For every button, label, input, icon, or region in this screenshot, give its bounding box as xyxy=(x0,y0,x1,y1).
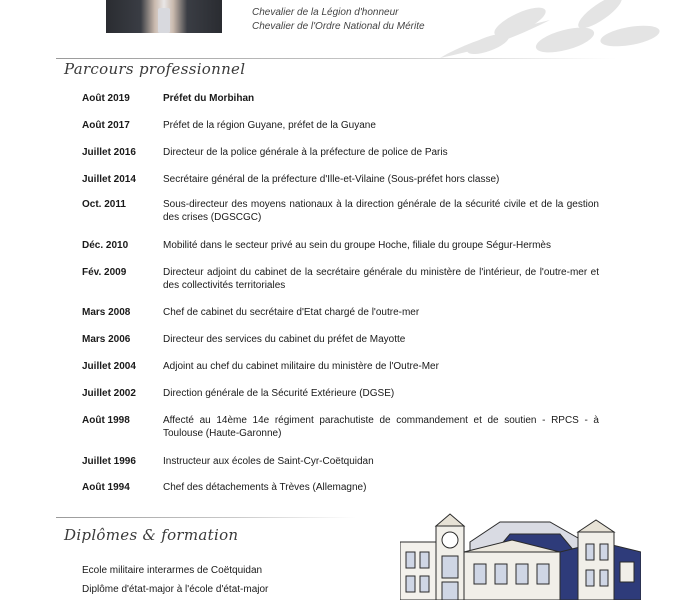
career-desc: Sous-directeur des moyens nationaux à la direction générale de la sécurité civile et de la gestion des crises (DGSCGC) xyxy=(163,199,599,223)
career-desc: Affecté au 14ème 14e régiment parachutiste de commandement et de soutien - RPCS - à Toulouse (Haute-Garonne) xyxy=(163,415,599,439)
career-date: Juillet 2014 xyxy=(82,174,136,185)
section-divider xyxy=(56,58,616,59)
portrait-photo xyxy=(106,0,222,33)
career-date: Août 1994 xyxy=(82,482,130,493)
career-date: Août 1998 xyxy=(82,415,130,426)
career-date: Juillet 2004 xyxy=(82,361,136,372)
career-desc: Chef de cabinet du secrétaire d'Etat chargé de l'outre-mer xyxy=(163,307,420,318)
career-desc: Instructeur aux écoles de Saint-Cyr-Coëtquidan xyxy=(163,456,374,467)
olive-branch-watermark-icon xyxy=(400,0,680,60)
career-desc: Secrétaire général de la préfecture d'Ille-et-Vilaine (Sous-préfet hors classe) xyxy=(163,174,500,185)
education-title: Diplômes & formation xyxy=(64,526,239,544)
career-date: Juillet 2016 xyxy=(82,147,136,158)
career-date: Déc. 2010 xyxy=(82,240,129,251)
career-date: Oct. 2011 xyxy=(82,199,126,210)
career-desc: Directeur de la police générale à la préfecture de police de Paris xyxy=(163,147,448,158)
prefecture-building-icon xyxy=(400,512,641,600)
honor-legion: Chevalier de la Légion d'honneur xyxy=(252,7,399,18)
career-desc: Préfet du Morbihan xyxy=(163,93,255,104)
career-date: Juillet 2002 xyxy=(82,388,136,399)
education-item: Diplôme d'état-major à l'école d'état-major xyxy=(82,584,269,595)
career-desc: Direction générale de la Sécurité Extérieure (DGSE) xyxy=(163,388,395,399)
career-date: Août 2017 xyxy=(82,120,130,131)
career-title: Parcours professionnel xyxy=(64,60,246,78)
career-desc: Chef des détachements à Trèves (Allemagne) xyxy=(163,482,367,493)
tie-shape xyxy=(158,8,170,33)
honor-merite: Chevalier de l'Ordre National du Mérite xyxy=(252,21,425,32)
education-item: Ecole militaire interarmes de Coëtquidan xyxy=(82,565,263,576)
section-divider xyxy=(56,517,356,518)
career-desc: Adjoint au chef du cabinet militaire du ministère de l'Outre-Mer xyxy=(163,361,439,372)
career-date: Août 2019 xyxy=(82,93,130,104)
career-desc: Préfet de la région Guyane, préfet de la Guyane xyxy=(163,120,376,131)
career-desc: Directeur des services du cabinet du préfet de Mayotte xyxy=(163,334,406,345)
career-desc: Mobilité dans le secteur privé au sein du groupe Hoche, filiale du groupe Ségur-Hermès xyxy=(163,240,551,251)
career-date: Mars 2008 xyxy=(82,307,131,318)
career-date: Juillet 1996 xyxy=(82,456,136,467)
career-desc: Directeur adjoint du cabinet de la secrétaire générale du ministère de l'intérieur, de l'outre-mer et des collectivités territoriales xyxy=(163,267,599,291)
career-date: Fév. 2009 xyxy=(82,267,127,278)
career-date: Mars 2006 xyxy=(82,334,131,345)
